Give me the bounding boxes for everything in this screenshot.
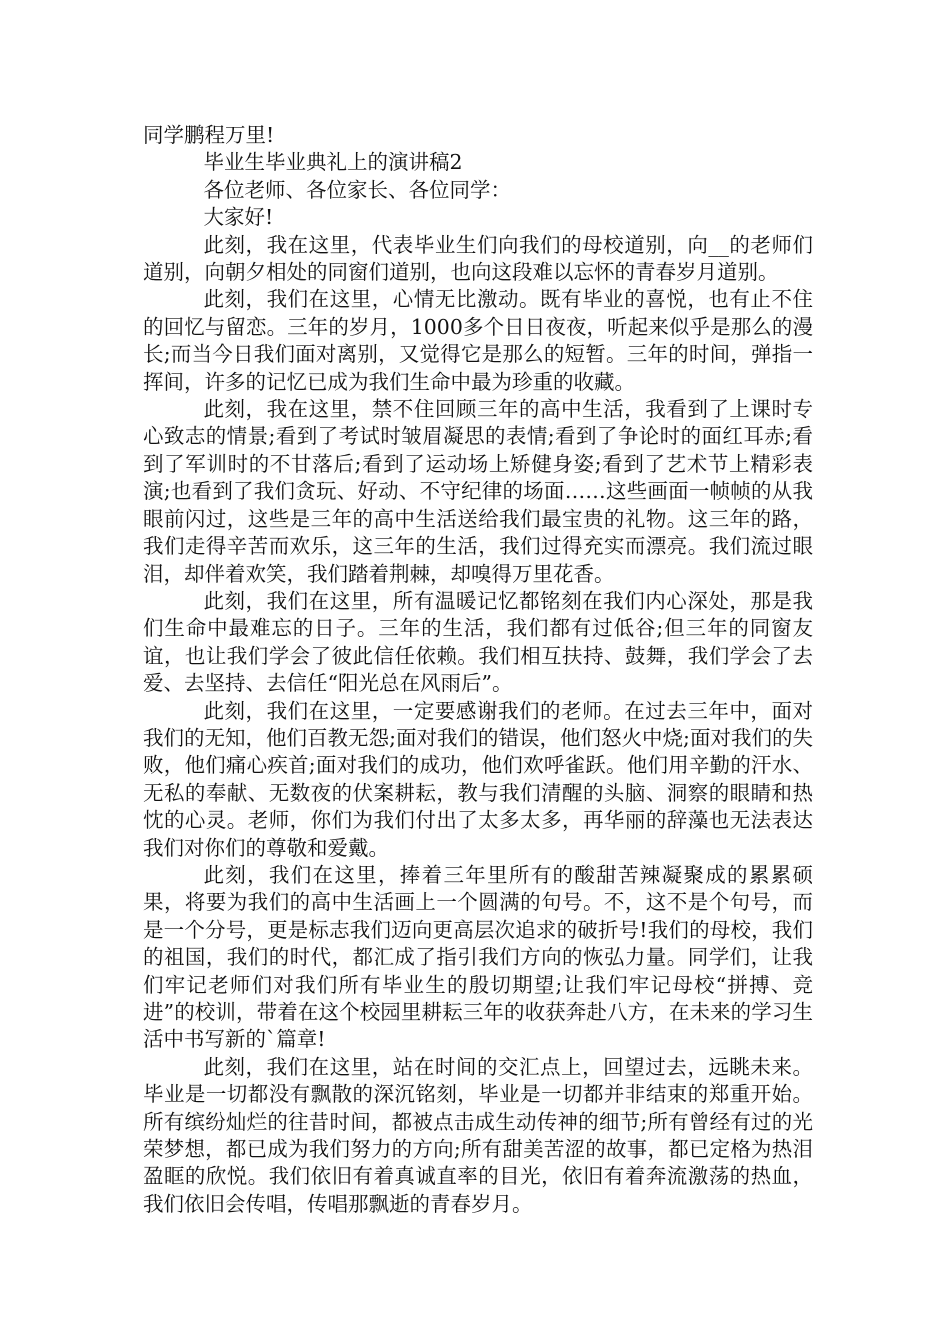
speech-heading: 毕业生毕业典礼上的演讲稿2 [203, 150, 463, 175]
salutation: 各位老师、各位家长、各位同学： [203, 177, 511, 202]
paragraph-memories: 此刻，我在这里，禁不住回顾三年的高中生活，我看到了上课时专心致志的情景;看到了考试时皱眉凝思的表情;看到了争论时的面红耳赤;看到了军训时的不甘落后;看到了运动场上矫健身姿;看到了艺术节上精彩表演;也看到了我们贪玩、好动、不守纪律的场面……这些画面一帧帧的从我眼前闪过，这些是三年的高中生活送给我们最宝贵的礼物。这三年的路，我们走得辛苦而欢乐，这三年的生活，我们过得充实而漂亮。我们流过眼泪，却伴着欢笑，我们踏着荆棘，却嗅得万里花香。 [143, 397, 813, 586]
paragraph-friendship: 此刻，我们在这里，所有温暖记忆都铭刻在我们内心深处，那是我们生命中最难忘的日子。三年的生活，我们都有过低谷;但三年的同窗友谊，也让我们学会了彼此信任依赖。我们相互扶持、鼓舞，我们学会了去爱、去坚持、去信任“阳光总在风雨后”。 [143, 588, 813, 696]
greeting: 大家好! [203, 205, 274, 230]
document-page [143, 122, 813, 1218]
opening-line: 同学鹏程万里! [143, 123, 275, 147]
paragraph-teachers: 此刻，我们在这里，一定要感谢我们的老师。在过去三年中，面对我们的无知，他们百教无怨;面对我们的错误，他们怒火中烧;面对我们的失败，他们痛心疾首;面对我们的成功，他们欢呼雀跃。他们用辛勤的汗水、无私的奉献、无数夜的伏案耕耘，教与我们清醒的头脑、洞察的眼睛和热忱的心灵。老师，你们为我们付出了太多太多，再华丽的辞藻也无法表达我们对你们的尊敬和爱戴。 [143, 698, 813, 860]
paragraph-crossroads: 此刻，我们在这里，站在时间的交汇点上，回望过去，远眺未来。毕业是一切都没有飘散的深沉铭刻，毕业是一切都并非结束的郑重开始。所有缤纷灿烂的往昔时间，都被点击成生动传神的细节;所有曾经有过的光荣梦想，都已成为我们努力的方向;所有甜美苦涩的故事，都已定格为热泪盈眶的欣悦。我们依旧有着真诚直率的目光，依旧有着奔流激荡的热血，我们依旧会传唱，传唱那飘逝的青春岁月。 [143, 1054, 813, 1216]
paragraph-emotion: 此刻，我们在这里，心情无比激动。既有毕业的喜悦，也有止不住的回忆与留恋。三年的岁月，1000多个日日夜夜，听起来似乎是那么的漫长;而当今日我们面对离别，又觉得它是那么的短暂。三年的时间，弹指一挥间，许多的记忆已成为我们生命中最为珍重的收藏。 [143, 287, 813, 394]
paragraph-future: 此刻，我们在这里，捧着三年里所有的酸甜苦辣凝聚成的累累硕果，将要为我们的高中生活画上一个圆满的句号。不，这不是个句号，而是一个分号，更是标志我们迈向更高层次追求的破折号!我们的母校，我们的祖国，我们的时代，都汇成了指引我们方向的恢弘力量。同学们，让我们牢记老师们对我们所有毕业生的殷切期望;让我们牢记母校“拼搏、竞进”的校训，带着在这个校园里耕耘三年的收获奔赴八方，在未来的学习生活中书写新的`篇章! [143, 862, 813, 1052]
paragraph-farewell: 此刻，我在这里，代表毕业生们向我们的母校道别，向__的老师们道别，向朝夕相处的同窗们道别，也向这段难以忘怀的青春岁月道别。 [143, 232, 813, 285]
